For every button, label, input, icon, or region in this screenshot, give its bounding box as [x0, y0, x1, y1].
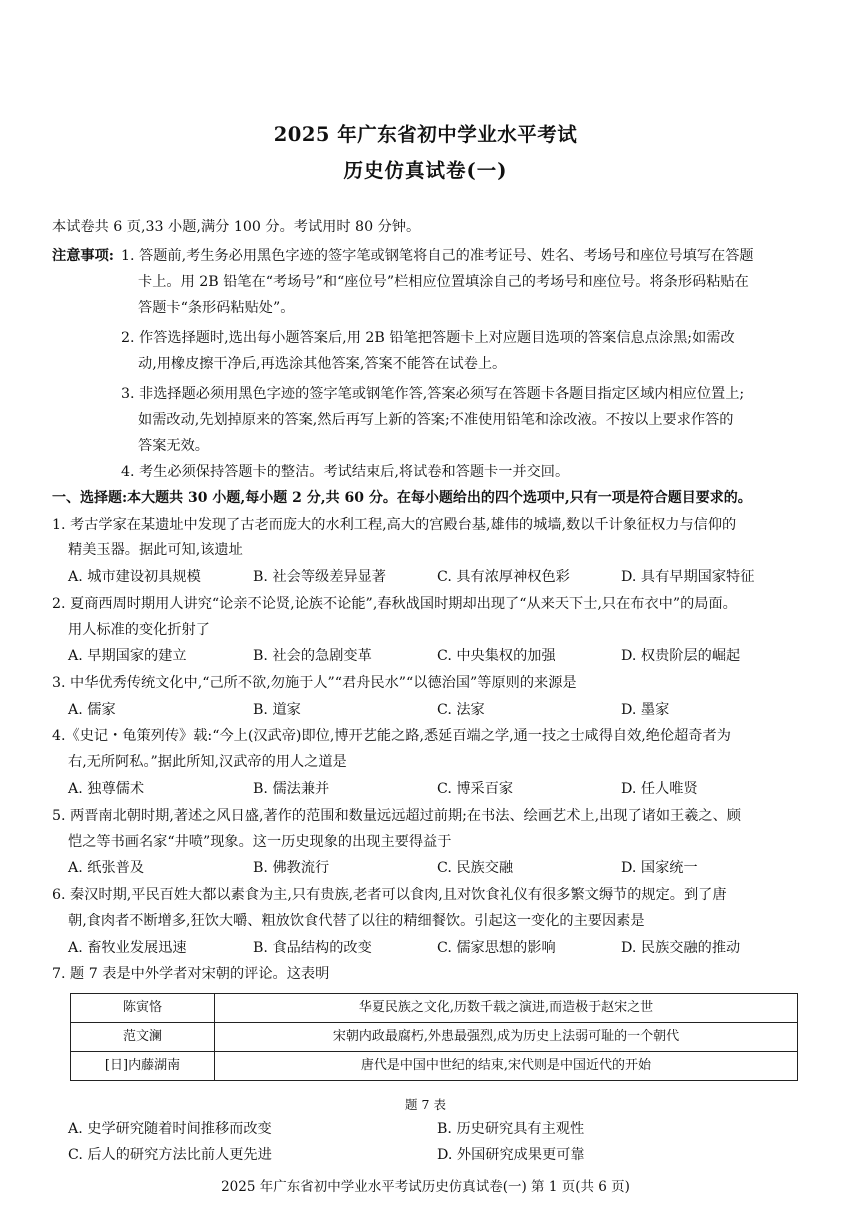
option-d: D. 外国研究成果更可靠 [437, 1147, 585, 1163]
option-a: A. 早期国家的建立 [68, 648, 187, 664]
scholar-cell: [日]内藤湖南 [71, 1052, 215, 1081]
option-c: C. 民族交融 [437, 860, 514, 876]
option-d: D. 国家统一 [621, 860, 698, 876]
page-footer: 2025 年广东省初中学业水平考试历史仿真试卷(一) 第 1 页(共 6 页) [221, 1179, 630, 1195]
note-line: 3. 非选择题必须用黑色字迹的签字笔或钢笔作答,答案必须写在答题卡各题目指定区域内相应位置上; [121, 386, 745, 402]
option-a: A. 独尊儒术 [68, 781, 145, 797]
table-row [71, 1052, 798, 1081]
question-stem: 4.《史记・龟策列传》载:“今上(汉武帝)即位,博开艺能之路,悉延百端之学,通一技之士咸得自效,绝伦超奇者为 [52, 728, 731, 744]
note-line: 动,用橡皮擦干净后,再选涂其他答案,答案不能答在试卷上。 [138, 356, 507, 372]
table-row [71, 1023, 798, 1052]
option-d: D. 任人唯贤 [621, 781, 698, 797]
option-a: A. 城市建设初具规模 [68, 569, 201, 585]
option-c: C. 具有浓厚神权色彩 [437, 569, 570, 585]
scholar-cell: 范文澜 [71, 1023, 215, 1052]
table-row [71, 994, 798, 1023]
option-b: B. 历史研究具有主观性 [437, 1121, 585, 1137]
question-stem: 用人标准的变化折射了 [68, 622, 210, 638]
option-c: C. 儒家思想的影响 [437, 940, 556, 956]
note-line: 答案无效。 [138, 438, 209, 454]
notes-label: 注意事项: [52, 248, 114, 264]
option-d: D. 具有早期国家特征 [621, 569, 755, 585]
question-stem: 2. 夏商西周时期用人讲究“论亲不论贤,论族不论能”,春秋战国时期却出现了“从来天下士,只在布衣中”的局面。 [52, 596, 737, 612]
option-c: C. 后人的研究方法比前人更先进 [68, 1147, 272, 1163]
option-d: D. 民族交融的推动 [621, 940, 741, 956]
note-line: 卡上。用 2B 铅笔在“考场号”和“座位号”栏相应位置填涂自己的考场号和座位号。将条形码粘贴在 [138, 274, 749, 290]
note-line: 如需改动,先划掉原来的答案,然后再写上新的答案;不准使用铅笔和涂改液。不按以上要求作答的 [138, 412, 734, 428]
option-d: D. 权贵阶层的崛起 [621, 648, 741, 664]
option-c: C. 中央集权的加强 [437, 648, 556, 664]
exam-title: 2025 年广东省初中学业水平考试 [273, 123, 578, 146]
option-a: A. 儒家 [68, 702, 116, 718]
question-stem: 6. 秦汉时期,平民百姓大都以素食为主,只有贵族,老者可以食肉,且对饮食礼仪有很多繁文缛节的规定。到了唐 [52, 887, 727, 903]
note-line: 1. 答题前,考生务必用黑色字迹的签字笔或钢笔将自己的准考证号、姓名、考场号和座位号填写在答题 [121, 248, 754, 264]
note-line: 4. 考生必须保持答题卡的整洁。考试结束后,将试卷和答题卡一并交回。 [121, 464, 570, 480]
question-stem: 朝,食肉者不断增多,狂饮大嚼、粗放饮食代替了以往的精细餐饮。引起这一变化的主要因素是 [68, 913, 645, 929]
option-c: C. 法家 [437, 702, 485, 718]
comment-cell: 宋朝内政最腐朽,外患最强烈,成为历史上法弱可耻的一个朝代 [215, 1023, 798, 1052]
question-stem: 右,无所阿私。”据此所知,汉武帝的用人之道是 [68, 754, 347, 770]
scholar-cell: 陈寅恪 [71, 994, 215, 1023]
intro-text: 本试卷共 6 页,33 小题,满分 100 分。考试用时 80 分钟。 [52, 219, 421, 235]
option-b: B. 儒法兼并 [253, 781, 330, 797]
question-stem: 精美玉器。据此可知,该遗址 [68, 542, 243, 558]
section-heading: 一、选择题:本大题共 30 小题,每小题 2 分,共 60 分。在每小题给出的四个选项中,只有一项是符合题目要求的。 [52, 490, 752, 506]
question-stem: 3. 中华优秀传统文化中,“己所不欲,勿施于人”“君舟民水”“以德治国”等原则的来源是 [52, 675, 577, 691]
option-b: B. 社会的急剧变革 [253, 648, 372, 664]
option-b: B. 社会等级差异显著 [253, 569, 386, 585]
comment-cell: 唐代是中国中世纪的结束,宋代则是中国近代的开始 [215, 1052, 798, 1081]
question-stem: 5. 两晋南北朝时期,著述之风日盛,著作的范围和数量远远超过前期;在书法、绘画艺术上,出现了诸如王羲之、顾 [52, 808, 741, 824]
note-line: 2. 作答选择题时,选出每小题答案后,用 2B 铅笔把答题卡上对应题目选项的答案信息点涂黑;如需改 [121, 330, 735, 346]
question-stem: 恺之等书画名家“井喷”现象。这一历史现象的出现主要得益于 [68, 834, 452, 850]
option-c: C. 博采百家 [437, 781, 514, 797]
option-b: B. 佛教流行 [253, 860, 330, 876]
table-7 [70, 993, 798, 1081]
comment-cell: 华夏民族之文化,历数千载之演进,而造极于赵宋之世 [215, 994, 798, 1023]
option-a: A. 纸张普及 [68, 860, 145, 876]
table-caption: 题 7 表 [405, 1097, 446, 1112]
question-stem: 7. 题 7 表是中外学者对宋朝的评论。这表明 [52, 966, 330, 982]
option-a: A. 史学研究随着时间推移而改变 [68, 1121, 272, 1137]
question-stem: 1. 考古学家在某遗址中发现了古老而庞大的水利工程,高大的宫殿台基,雄伟的城墙,数以千计象征权力与信仰的 [52, 517, 737, 533]
option-b: B. 食品结构的改变 [253, 940, 372, 956]
exam-subtitle: 历史仿真试卷(一) [343, 159, 508, 182]
option-b: B. 道家 [253, 702, 301, 718]
option-d: D. 墨家 [621, 702, 670, 718]
note-line: 答题卡“条形码粘贴处”。 [138, 300, 295, 316]
option-a: A. 畜牧业发展迅速 [68, 940, 187, 956]
